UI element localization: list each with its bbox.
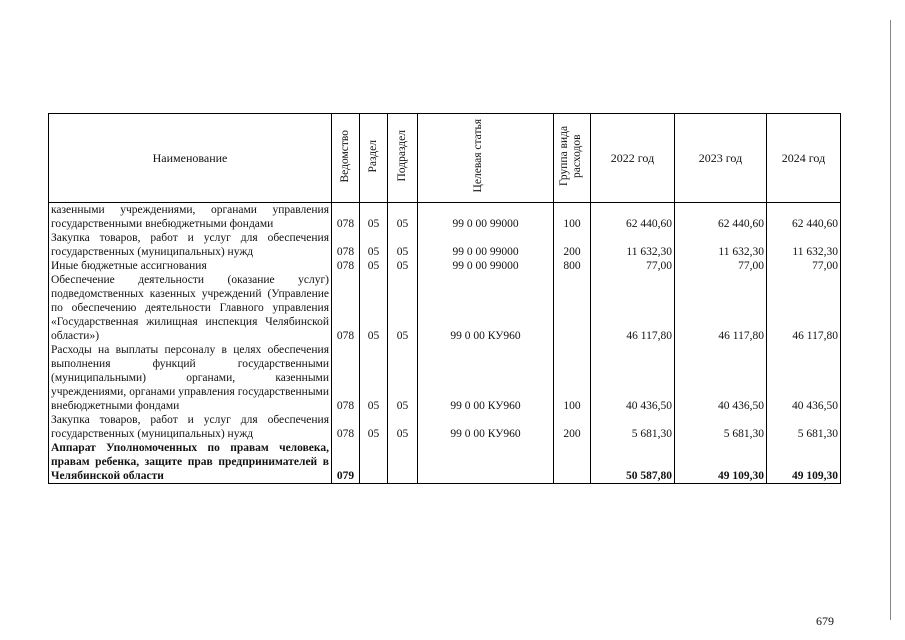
cell-statya: 99 0 00 99000 (418, 231, 554, 259)
cell-podrazdel: 05 (388, 413, 418, 441)
header-razdel: Раздел (360, 114, 388, 203)
cell-ved: 079 (332, 441, 360, 484)
cell-gruppa: 100 (554, 343, 591, 413)
cell-podrazdel: 05 (388, 259, 418, 273)
cell-ved: 078 (332, 259, 360, 273)
cell-statya: 99 0 00 КУ960 (418, 273, 554, 343)
cell-name: Закупка товаров, работ и услуг для обеспечения государственных (муниципальных) нужд (49, 231, 332, 259)
cell-y2024: 49 109,30 (767, 441, 841, 484)
cell-y2024: 5 681,30 (767, 413, 841, 441)
cell-podrazdel: 05 (388, 343, 418, 413)
cell-y2023: 40 436,50 (675, 343, 767, 413)
cell-name: Закупка товаров, работ и услуг для обеспечения государственных (муниципальных) нужд (49, 413, 332, 441)
cell-y2024: 62 440,60 (767, 203, 841, 232)
table-row (49, 203, 841, 232)
cell-razdel (360, 441, 388, 484)
header-2022: 2022 год (591, 114, 675, 203)
cell-gruppa: 200 (554, 413, 591, 441)
cell-podrazdel (388, 441, 418, 484)
table-row (49, 441, 841, 484)
cell-y2022: 46 117,80 (591, 273, 675, 343)
cell-podrazdel: 05 (388, 273, 418, 343)
cell-statya: 99 0 00 КУ960 (418, 413, 554, 441)
header-2024: 2024 год (767, 114, 841, 203)
cell-name: Расходы на выплаты персоналу в целях обеспечения выполнения функций государственными (муниципальными) органами, казенными учреждениями, органами управления государственными внебюджетными фондами (49, 343, 332, 413)
cell-razdel: 05 (360, 231, 388, 259)
cell-ved: 078 (332, 413, 360, 441)
scan-edge-line (890, 20, 891, 620)
header-vedomstvo: Ведомство (332, 114, 360, 203)
cell-y2023: 5 681,30 (675, 413, 767, 441)
cell-gruppa (554, 273, 591, 343)
cell-podrazdel: 05 (388, 231, 418, 259)
cell-ved: 078 (332, 343, 360, 413)
cell-y2023: 77,00 (675, 259, 767, 273)
cell-razdel: 05 (360, 413, 388, 441)
cell-y2023: 46 117,80 (675, 273, 767, 343)
cell-ved: 078 (332, 231, 360, 259)
table-row (49, 231, 841, 259)
cell-y2022: 40 436,50 (591, 343, 675, 413)
table-row (49, 413, 841, 441)
cell-razdel: 05 (360, 273, 388, 343)
cell-y2022: 62 440,60 (591, 203, 675, 232)
table-row (49, 343, 841, 413)
cell-statya: 99 0 00 99000 (418, 259, 554, 273)
cell-y2022: 77,00 (591, 259, 675, 273)
header-2023: 2023 год (675, 114, 767, 203)
cell-gruppa: 800 (554, 259, 591, 273)
header-gruppa: Группа вида расходов (554, 114, 591, 203)
table-row (49, 259, 841, 273)
cell-razdel: 05 (360, 259, 388, 273)
cell-ved: 078 (332, 273, 360, 343)
cell-y2022: 5 681,30 (591, 413, 675, 441)
table-header-row (49, 114, 841, 203)
cell-name: Иные бюджетные ассигнования (49, 259, 332, 273)
cell-name: Обеспечение деятельности (оказание услуг) подведомственных казенных учреждений (Управление по обеспечению деятельности Главного управления «Государственная жилищная инспекция Челябинской области») (49, 273, 332, 343)
page-number: 679 (816, 614, 834, 628)
cell-statya (418, 441, 554, 484)
cell-y2023: 62 440,60 (675, 203, 767, 232)
header-statya: Целевая статья (418, 114, 554, 203)
cell-y2022: 11 632,30 (591, 231, 675, 259)
cell-statya: 99 0 00 КУ960 (418, 343, 554, 413)
cell-gruppa: 200 (554, 231, 591, 259)
cell-podrazdel: 05 (388, 203, 418, 232)
cell-statya: 99 0 00 99000 (418, 203, 554, 232)
cell-name: казенными учреждениями, органами управления государственными внебюджетными фондами (49, 203, 332, 232)
cell-y2024: 77,00 (767, 259, 841, 273)
cell-razdel: 05 (360, 343, 388, 413)
cell-y2024: 40 436,50 (767, 343, 841, 413)
cell-y2024: 11 632,30 (767, 231, 841, 259)
cell-gruppa: 100 (554, 203, 591, 232)
budget-table (48, 113, 841, 484)
cell-y2023: 11 632,30 (675, 231, 767, 259)
header-name: Наименование (49, 114, 332, 203)
cell-y2023: 49 109,30 (675, 441, 767, 484)
cell-razdel: 05 (360, 203, 388, 232)
cell-name: Аппарат Уполномоченных по правам человека, правам ребенка, защите прав предпринимателей в Челябинской области (49, 441, 332, 484)
cell-ved: 078 (332, 203, 360, 232)
cell-y2022: 50 587,80 (591, 441, 675, 484)
cell-y2024: 46 117,80 (767, 273, 841, 343)
table-row (49, 273, 841, 343)
header-podrazdel: Подраздел (388, 114, 418, 203)
cell-gruppa (554, 441, 591, 484)
